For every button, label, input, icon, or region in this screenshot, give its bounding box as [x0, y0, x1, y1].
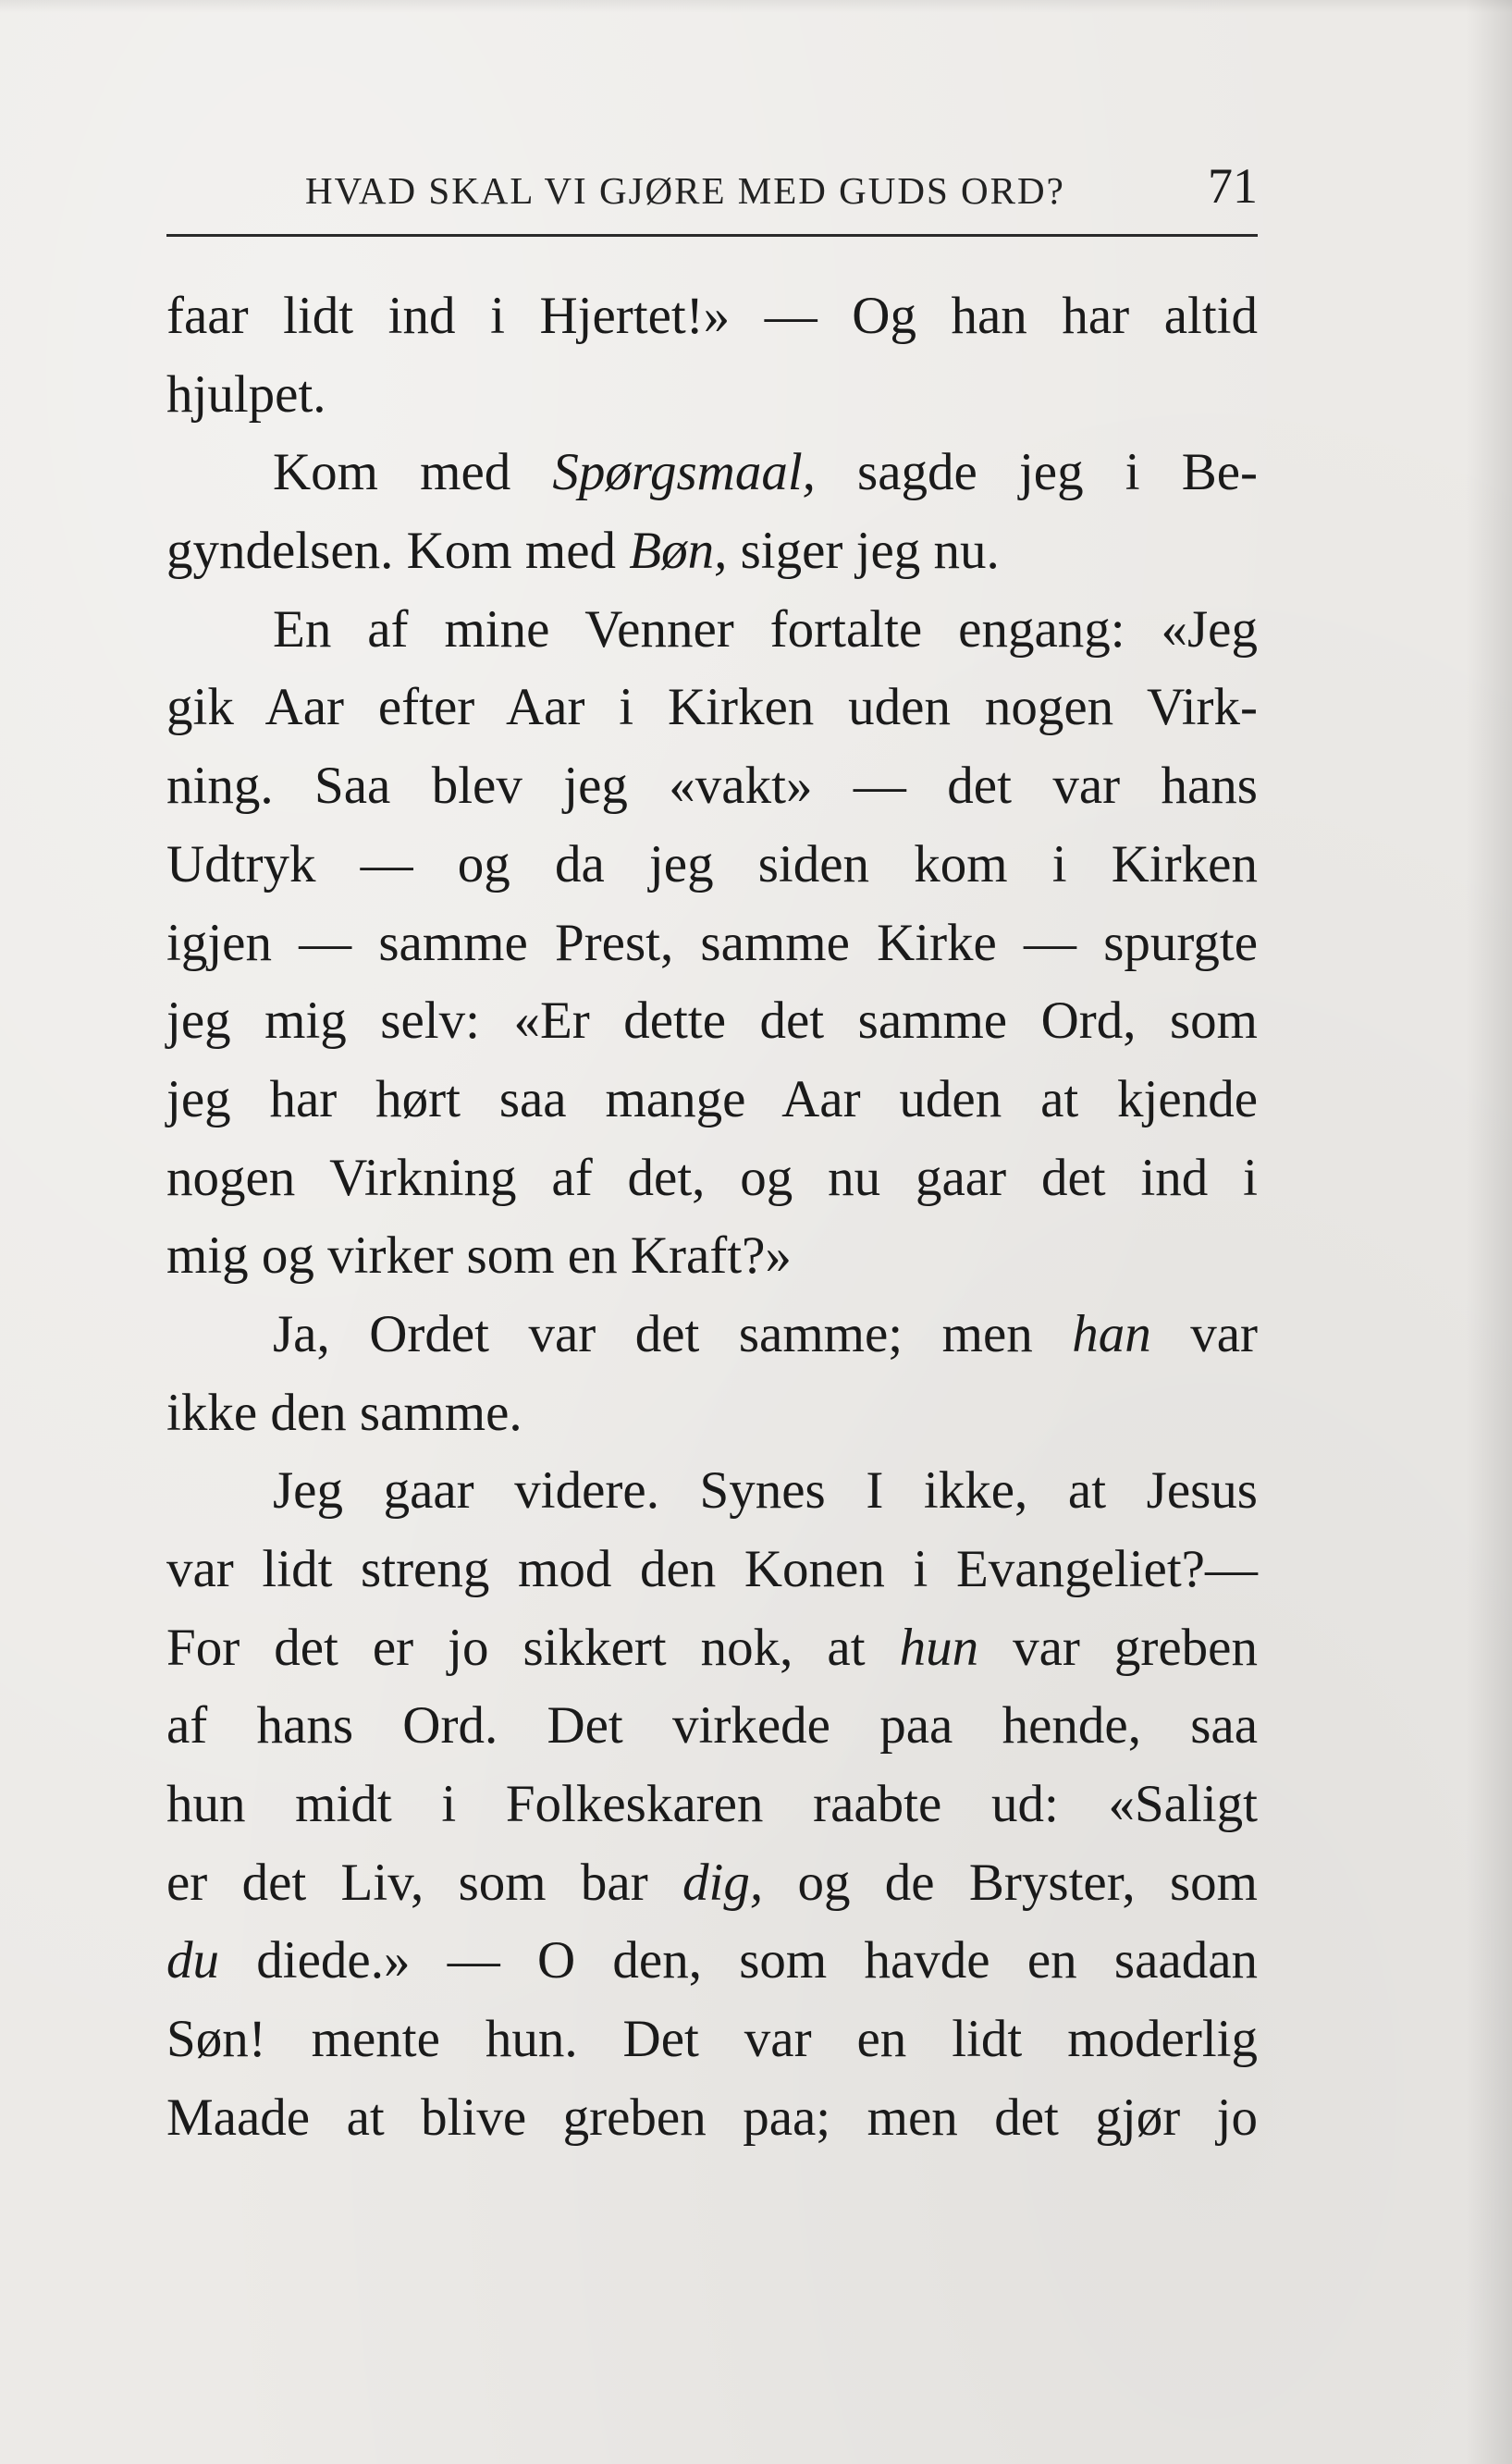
emphasis-text: Bøn,	[629, 522, 728, 581]
line-segment: gyndelsen. Kom med	[166, 522, 630, 581]
text-line: Maade at blive greben paa; men det gjør jo	[166, 2088, 1258, 2147]
text-line: igjen — samme Prest, samme Kirke — spurgte	[166, 913, 1258, 972]
text-line	[166, 1609, 1258, 1688]
text-line	[166, 434, 1258, 512]
line-segment: For det er jo sikkert nok, at	[166, 1618, 900, 1677]
page-top-edge	[0, 0, 1512, 13]
line-segment: Ja, Ordet var det samme; men	[273, 1304, 1073, 1363]
text-line	[166, 1296, 1258, 1374]
text-line: hjulpet.	[166, 364, 326, 424]
emphasis-text: han	[1072, 1304, 1151, 1363]
line-segment: var greben	[978, 1618, 1258, 1677]
line-segment: og de Bryster, som	[763, 1853, 1258, 1912]
emphasis-text: hun	[899, 1618, 979, 1677]
emphasis-text: Spørgsmaal,	[552, 443, 816, 502]
text-line: hun midt i Folkeskaren raabte ud: «Saligt	[166, 1775, 1258, 1834]
page-edge-shadow	[1466, 0, 1512, 2464]
line-segment: Kom med	[273, 443, 553, 502]
body-text	[166, 277, 1258, 2158]
running-title: HVAD SKAL VI GJØRE MED GUDS ORD?	[305, 169, 1065, 212]
emphasis-text: dig,	[682, 1853, 764, 1912]
line-segment: var	[1150, 1304, 1258, 1363]
text-line	[166, 1844, 1258, 1923]
running-header	[166, 157, 1258, 222]
page-number: 71	[1208, 158, 1258, 214]
line-segment: sagde jeg i Be-	[815, 443, 1258, 502]
text-line: jeg har hørt saa mange Aar uden at kjende	[166, 1069, 1258, 1128]
text-line: ikke den samme.	[166, 1383, 522, 1442]
text-line: Udtryk — og da jeg siden kom i Kirken	[166, 834, 1258, 893]
line-segment: er det Liv, som bar	[166, 1853, 683, 1912]
text-line	[166, 1922, 1258, 2001]
line-segment: diede.» — O den, som havde en saadan	[219, 1931, 1258, 1990]
text-line: var lidt streng mod den Konen i Evangeliet?—	[166, 1540, 1258, 1598]
text-line: En af mine Venner fortalte engang: «Jeg	[273, 599, 1258, 659]
text-line: faar lidt ind i Hjertet!» — Og han har altid	[166, 287, 1258, 345]
text-line: gik Aar efter Aar i Kirken uden nogen Virk-	[166, 678, 1258, 737]
line-segment: siger jeg nu.	[727, 522, 1000, 581]
header-rule	[166, 234, 1258, 237]
text-line: ning. Saa blev jeg «vakt» — det var hans	[166, 757, 1258, 816]
text-line: Søn! mente hun. Det var en lidt moderlig	[166, 2010, 1258, 2069]
text-line: jeg mig selv: «Er dette det samme Ord, som	[166, 992, 1258, 1051]
text-line: af hans Ord. Det virkede paa hende, saa	[166, 1696, 1258, 1756]
text-line: nogen Virkning af det, og nu gaar det ind i	[166, 1148, 1258, 1207]
emphasis-text: du	[166, 1931, 219, 1990]
text-line	[166, 512, 1258, 591]
text-line: mig og virker som en Kraft?»	[166, 1226, 792, 1286]
text-line: Jeg gaar videre. Synes I ikke, at Jesus	[273, 1461, 1258, 1521]
